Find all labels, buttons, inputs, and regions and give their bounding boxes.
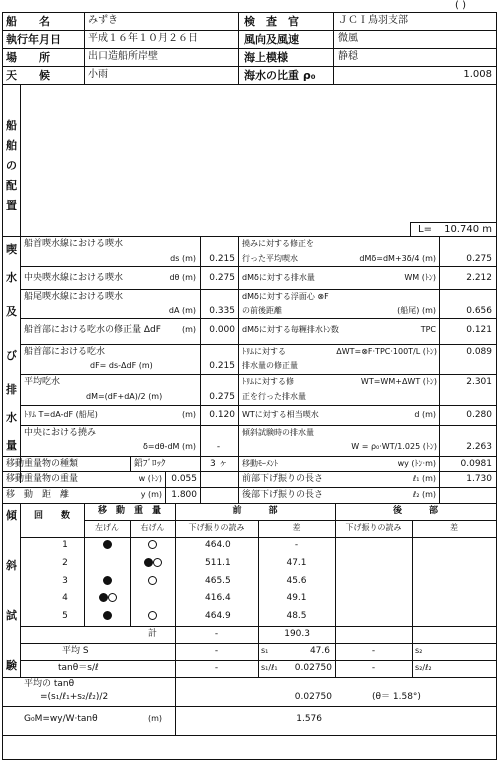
open-circle-icon <box>108 593 117 602</box>
place-label: 場 所 <box>6 51 50 64</box>
fore-plumb-length-value: 1.730 <box>466 474 492 484</box>
header-starboard: 右げん <box>140 523 165 532</box>
average-dash: - <box>214 646 219 656</box>
s2-label: s₂ <box>415 646 423 655</box>
header-fore-diff: 差 <box>292 523 301 532</box>
fore-plumb-difference: 49.1 <box>286 593 307 603</box>
seawater-sg-label: 海水の比重 ρ₀ <box>244 69 316 82</box>
inspector: ＪＣＩ鳥羽支部 <box>338 15 408 26</box>
date-label: 執行年月日 <box>6 33 61 46</box>
weather-value: 小雨 <box>88 69 108 80</box>
ship-name: みずき <box>88 15 118 26</box>
total-value: 190.3 <box>284 629 310 639</box>
tan-theta-label: tanθ＝s/ℓ <box>58 663 99 673</box>
fore-plumb-difference: 48.5 <box>286 611 307 621</box>
average-tan-label: 平均の tanθ <box>24 679 75 689</box>
moving-weight-unit: w (ﾄﾝ) <box>138 474 162 483</box>
fore-plumb-difference: 47.1 <box>286 558 307 568</box>
total-dash: - <box>214 629 219 639</box>
filled-circle-icon <box>103 540 112 549</box>
theta-degrees: (θ＝ 1.58°) <box>372 692 421 702</box>
wind-value: 微風 <box>338 33 358 44</box>
header-fore-reading: 下げ振りの読み <box>188 523 245 532</box>
gm-formula-label: G₀M=wy/W·tanθ <box>24 714 98 724</box>
port-weights <box>85 576 130 587</box>
moving-count: 3 ヶ <box>210 459 228 469</box>
length-value: 10.740 m <box>444 224 492 235</box>
header-aft-diff: 差 <box>450 523 458 532</box>
s1-label: s₁ <box>261 646 269 655</box>
moving-weight-value: 0.055 <box>171 474 197 484</box>
fore-plumb-reading: 464.9 <box>205 611 231 621</box>
fore-plumb-length-label: 前部下げ振りの長さ <box>242 474 324 484</box>
starboard-weights <box>130 611 175 622</box>
wind-label: 風向及風速 <box>244 33 299 46</box>
ship-name-label: 船 名 <box>6 15 50 28</box>
fore-plumb-reading: 464.0 <box>205 540 231 550</box>
moment-value: 0.0981 <box>460 459 492 469</box>
run-number: 5 <box>62 611 68 621</box>
open-circle-icon <box>148 611 157 620</box>
gm-value: 1.576 <box>296 714 322 724</box>
starboard-weights <box>130 576 175 587</box>
gm-unit: (m) <box>148 714 163 723</box>
moving-weight-label: 移動重量物の重量 <box>6 474 79 484</box>
header-fore: 前 部 <box>232 506 278 516</box>
place-value: 出口造船所岸壁 <box>88 51 158 62</box>
s2-l2-label: s₂/ℓ₂ <box>415 663 432 672</box>
inspection-date: 平成１６年１０月２６日 <box>88 33 198 44</box>
moment-unit: wy (ﾄﾝ·m) <box>397 459 436 468</box>
average-dash-aft: - <box>371 646 376 656</box>
page-reference: ( ) <box>455 0 466 11</box>
header-aft-reading: 下げ振りの読み <box>345 523 402 532</box>
moment-label: 移動ﾓｰﾒﾝﾄ <box>242 459 278 468</box>
aft-plumb-length-label: 後部下げ振りの長さ <box>242 490 324 500</box>
filled-circle-icon <box>144 558 153 567</box>
fore-plumb-difference: 45.6 <box>286 576 307 586</box>
run-number: 4 <box>62 593 68 603</box>
average-tan-formula: =(s₁/ℓ₁+s₂/ℓ₂)/2 <box>40 692 109 702</box>
average-tan-value: 0.02750 <box>294 692 332 702</box>
open-circle-icon <box>148 540 157 549</box>
moving-distance-unit: y (m) <box>140 490 162 499</box>
header-port: 左げん <box>95 523 119 532</box>
average-s-label: 平均 S <box>62 646 89 656</box>
filled-circle-icon <box>103 611 112 620</box>
moving-distance-label: 移 動 距 離 <box>6 490 70 500</box>
fore-plumb-length-unit: ℓ₁ (m) <box>412 474 436 483</box>
moving-kind: 鉛ﾌﾞﾛｯｸ <box>134 459 166 469</box>
filled-circle-icon <box>103 576 112 585</box>
inspector-label: 検 査 官 <box>244 15 299 28</box>
tan-dash-aft: - <box>371 663 376 673</box>
total-label: 計 <box>147 629 157 639</box>
sea-condition-label: 海上模様 <box>244 51 288 64</box>
run-number: 2 <box>62 558 68 568</box>
port-weights <box>85 611 130 622</box>
open-circle-icon <box>148 576 157 585</box>
fore-plumb-difference: - <box>294 540 299 550</box>
run-number: 3 <box>62 576 68 586</box>
seawater-sg-value: 1.008 <box>463 69 492 80</box>
header-moving-weight: 移 動 重 量 <box>97 506 161 516</box>
fore-plumb-reading: 511.1 <box>205 558 231 568</box>
port-weights <box>85 593 130 604</box>
fore-plumb-reading: 416.4 <box>205 593 231 603</box>
port-weights <box>85 540 130 551</box>
weather-label: 天 候 <box>6 69 50 82</box>
moving-distance-value: 1.800 <box>171 490 197 500</box>
open-circle-icon <box>153 558 162 567</box>
header-run-number: 回 数 <box>33 511 70 521</box>
run-number: 1 <box>62 540 68 550</box>
moving-kind-label: 移動重量物の種類 <box>6 459 79 469</box>
average-s-value: 47.6 <box>309 646 330 656</box>
aft-plumb-length-unit: ℓ₂ (m) <box>412 490 436 499</box>
tan-theta-value: 0.02750 <box>294 663 332 673</box>
starboard-weights <box>130 540 175 551</box>
header-aft: 後 部 <box>392 506 438 516</box>
starboard-weights <box>130 558 175 569</box>
fore-plumb-reading: 465.5 <box>205 576 231 586</box>
tan-dash: - <box>214 663 219 673</box>
s1-l1-label: s₁/ℓ₁ <box>261 663 278 672</box>
filled-circle-icon <box>99 593 108 602</box>
length-label: L= <box>418 224 432 235</box>
sea-condition-value: 静穏 <box>338 51 358 62</box>
